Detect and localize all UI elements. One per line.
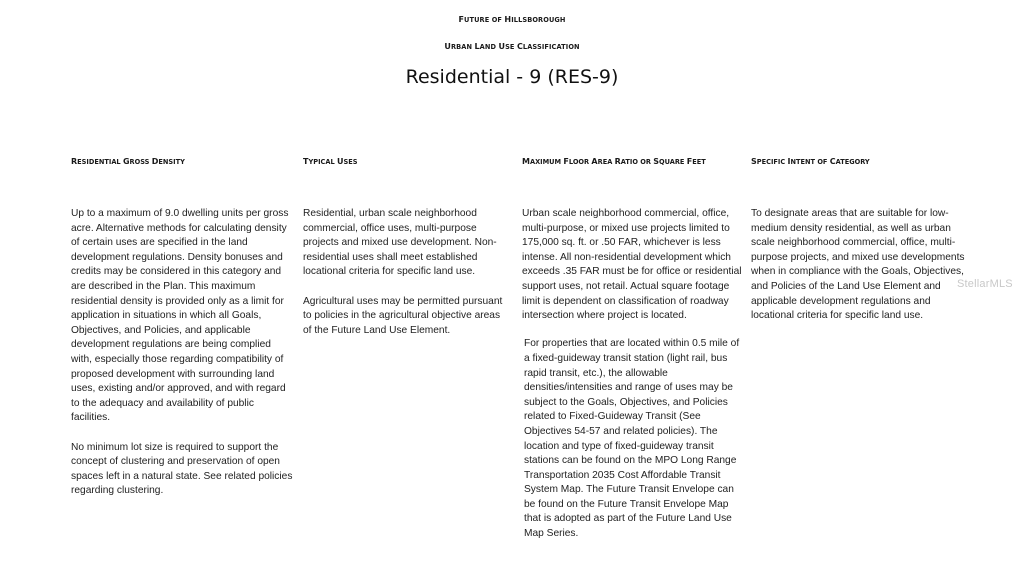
column-body-specific-intent	[751, 207, 966, 338]
column-heading-gross-density: RESIDENTIAL GROSS DENSITY	[71, 157, 185, 166]
document-heading: FUTURE OF HILLSBOROUGH	[458, 15, 566, 24]
paragraph: Urban scale neighborhood commercial, office, multi-purpose, or mixed use projects limited to 175,000 sq. ft. or .50 FAR, whichever is less intense. All non-residential development which exceeds .35 FAR must be for office or residential support uses, not retail. Actual square footage limit is dependent on classification of roadway intersection where project is located.	[522, 208, 742, 322]
column-heading-specific-intent: SPECIFIC INTENT OF CATEGORY	[751, 157, 870, 166]
column-body-gross-density	[71, 207, 293, 513]
paragraph: No minimum lot size is required to support the concept of clustering and preservation of open spaces left in a natural state. See related policies regarding clustering.	[71, 441, 293, 497]
paragraph: Residential, urban scale neighborhood commercial, office uses, multi-purpose projects and mixed use development. Non-residential uses shall meet established locational criteria for specific land use.	[303, 208, 497, 278]
page-title: Residential - 9 (RES-9)	[405, 66, 619, 88]
watermark: StellarMLS	[957, 278, 1013, 290]
paragraph: Agricultural uses may be permitted pursuant to policies in the agricultural objective areas of the Future Land Use Element.	[303, 295, 503, 336]
column-body-max-far	[522, 207, 742, 556]
column-heading-max-far: MAXIMUM FLOOR AREA RATIO OR SQUARE FEET	[522, 157, 706, 166]
column-heading-typical-uses: TYPICAL USES	[303, 157, 358, 166]
column-body-typical-uses	[303, 207, 511, 353]
paragraph: Up to a maximum of 9.0 dwelling units per gross acre. Alternative methods for calculating density of certain uses are specified in the land development regulations. Density bonuses and credits may be considered in this category and are described in the Plan. This maximum residential density is provided only as a limit for application in situations in which all Goals, Objectives, and Policies, and applicable development regulations are being complied with, especially those regarding compatibility of proposed development with surrounding land uses, existing and/or approved, and with regard to the adequacy and availability of public facilities.	[71, 208, 289, 424]
paragraph: For properties that are located within 0.5 mile of a fixed-guideway transit station (light rail, bus rapid transit, etc.), the allowable densities/intensities and range of uses may be subject to the Goals, Objectives, and Policies related to Fixed-Guideway Transit (See Objectives 54-57 and related policies). The location and type of fixed-guideway transit stations can be found on the MPO Long Range Transportation 2035 Cost Affordable Transit System Map. The Future Transit Envelope can be found on the Future Transit Envelope Map that is adopted as part of the Future Land Use Map Series.	[524, 338, 740, 540]
document-subheading: URBAN LAND USE CLASSIFICATION	[444, 42, 580, 51]
paragraph: To designate areas that are suitable for low-medium density residential, as well as urban scale neighborhood commercial, office, multi-purpose projects, and mixed use developments when in compliance with the Goals, Objectives, and Policies of the Land Use Element and applicable development regulations and locational criteria for specific land use.	[751, 208, 965, 322]
